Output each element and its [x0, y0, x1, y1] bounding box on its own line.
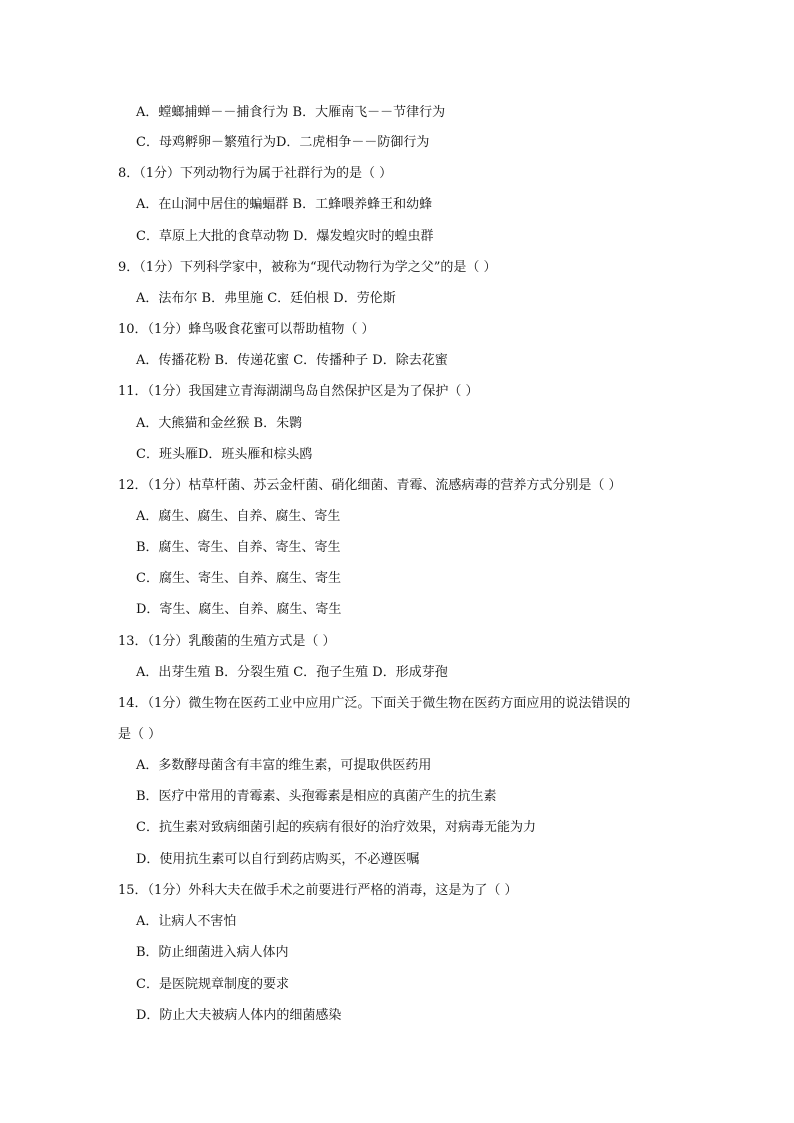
q7-options-row1: A．螳螂捕蝉－－捕食行为 B．大雁南飞－－节律行为 [136, 105, 446, 120]
q12-option-d: D．寄生、腐生、自养、腐生、寄生 [136, 602, 342, 617]
q14-option-c: C．抗生素对致病细菌引起的疾病有很好的治疗效果，对病毒无能为力 [136, 820, 536, 835]
q15-option-b: B．防止细菌进入病人体内 [136, 945, 289, 960]
q14-option-b: B．医疗中常用的青霉素、头孢霉素是相应的真菌产生的抗生素 [136, 789, 497, 804]
q9-options-row1: A．法布尔 B．弗里施 C．廷伯根 D．劳伦斯 [136, 291, 396, 306]
q13-options-row1: A．出芽生殖 B．分裂生殖 C．孢子生殖 D．形成芽孢 [136, 665, 448, 680]
q12-option-c: C．腐生、寄生、自养、腐生、寄生 [136, 571, 341, 586]
q9-stem: 9．（1分）下列科学家中，被称为“现代动物行为学之父”的是（ ） [118, 260, 497, 275]
q15-option-c: C．是医院规章制度的要求 [136, 977, 289, 992]
q11-stem: 11．（1分）我国建立青海湖湖鸟岛自然保护区是为了保护（ ） [118, 384, 479, 399]
q15-stem: 15．（1分）外科大夫在做手术之前要进行严格的消毒，这是为了（ ） [118, 883, 518, 898]
q14-stem-continued: 是（ ） [118, 727, 162, 742]
q14-option-d: D．使用抗生素可以自行到药店购买，不必遵医嘱 [136, 852, 420, 867]
q10-options-row1: A．传播花粉 B．传递花蜜 C．传播种子 D．除去花蜜 [136, 353, 448, 368]
q8-stem: 8．（1分）下列动物行为属于社群行为的是（ ） [118, 166, 393, 181]
q12-option-b: B．腐生、寄生、自养、寄生、寄生 [136, 540, 341, 555]
q14-option-a: A．多数酵母菌含有丰富的维生素，可提取供医药用 [136, 758, 432, 773]
q8-options-row2: C．草原上大批的食草动物 D．爆发蝗灾时的蝗虫群 [136, 229, 434, 244]
q15-option-a: A．让病人不害怕 [136, 914, 237, 929]
q11-options-row1: A．大熊猫和金丝猴 B．朱鹮 [136, 416, 303, 431]
q15-option-d: D．防止大夫被病人体内的细菌感染 [136, 1008, 342, 1023]
q12-option-a: A．腐生、腐生、自养、腐生、寄生 [136, 509, 341, 524]
q13-stem: 13．（1分）乳酸菌的生殖方式是（ ） [118, 634, 336, 649]
q8-options-row1: A．在山洞中居住的蝙蝠群 B．工蜂喂养蜂王和幼蜂 [136, 197, 433, 212]
q11-options-row2: C．班头雁D．班头雁和棕头鸥 [136, 447, 313, 462]
q7-options-row2: C．母鸡孵卵－繁殖行为D．二虎相争－－防御行为 [136, 135, 430, 150]
q10-stem: 10．（1分）蜂鸟吸食花蜜可以帮助植物（ ） [118, 322, 375, 337]
q12-stem: 12．（1分）枯草杆菌、苏云金杆菌、硝化细菌、青霉、流感病毒的营养方式分别是（ ） [118, 478, 622, 493]
q14-stem: 14．（1分）微生物在医药工业中应用广泛。下面关于微生物在医药方面应用的说法错误的 [118, 696, 631, 711]
